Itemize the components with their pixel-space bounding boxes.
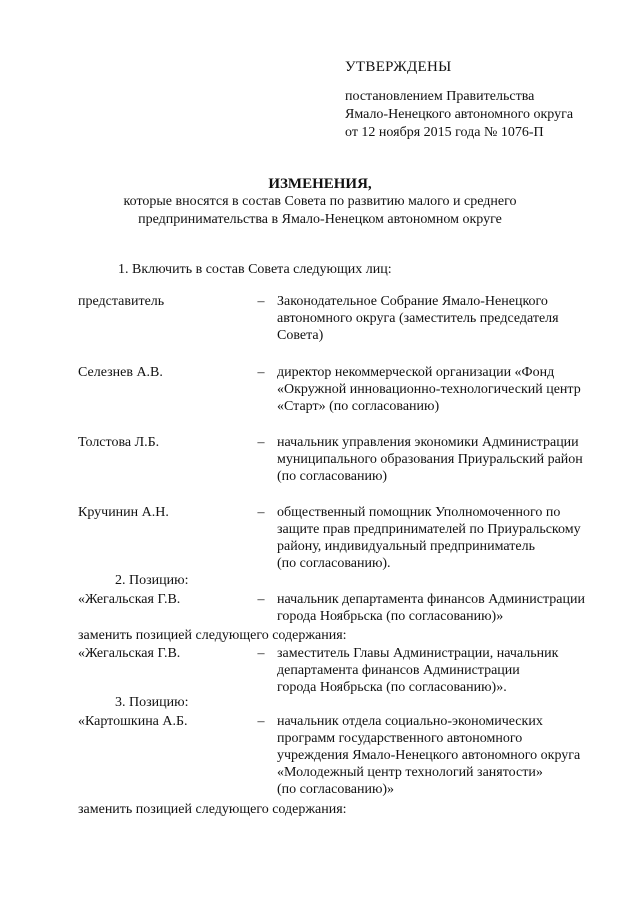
desc-line: начальник отдела социально-экономических bbox=[277, 714, 543, 729]
desc-line: общественный помощник Уполномоченного по bbox=[277, 505, 561, 520]
approval-title: УТВЕРЖДЕНЫ bbox=[345, 59, 452, 75]
approval-line: Ямало-Ненецкого автономного округа bbox=[345, 107, 574, 122]
entry-description bbox=[277, 713, 622, 798]
desc-line: «Старт» (по согласованию) bbox=[277, 399, 440, 414]
entry-name: представитель bbox=[78, 294, 165, 309]
desc-line: города Ноябрьска (по согласованию)». bbox=[277, 680, 507, 695]
entry-name: Кручинин А.Н. bbox=[78, 505, 169, 520]
approval-line: от 12 ноября 2015 года № 1076-П bbox=[345, 125, 544, 140]
document-title: ИЗМЕНЕНИЯ, bbox=[268, 176, 372, 192]
entry-description bbox=[277, 645, 622, 696]
entry-dash: – bbox=[257, 714, 265, 729]
entry-name: Селезнев А.В. bbox=[78, 365, 163, 380]
entry-dash: – bbox=[257, 505, 265, 520]
desc-line: Совета) bbox=[277, 328, 324, 343]
desc-line: Законодательное Собрание Ямало-Ненецкого bbox=[277, 294, 548, 309]
entry-description bbox=[277, 364, 622, 415]
entry-name: Толстова Л.Б. bbox=[78, 435, 160, 450]
entry-description bbox=[277, 504, 622, 572]
subtitle-line: которые вносятся в состав Совета по развитию малого и среднего bbox=[123, 194, 517, 209]
subtitle-line: предпринимательства в Ямало-Ненецком автономном округе bbox=[138, 212, 502, 227]
desc-line: автономного округа (заместитель председателя bbox=[277, 311, 559, 326]
entry-description bbox=[277, 293, 622, 344]
approval-lines bbox=[345, 88, 625, 142]
section-1-heading: 1. Включить в состав Совета следующих лиц: bbox=[118, 262, 392, 277]
desc-line: начальник управления экономики Администрации bbox=[277, 435, 579, 450]
desc-line: (по согласованию) bbox=[277, 469, 388, 484]
desc-line: муниципального образования Приуральский район bbox=[277, 452, 583, 467]
entry-dash: – bbox=[257, 646, 265, 661]
entry-description bbox=[277, 591, 622, 625]
section-2-heading: 2. Позицию: bbox=[115, 573, 189, 588]
document-subtitle bbox=[60, 193, 580, 229]
desc-line: программ государственного автономного bbox=[277, 731, 523, 746]
desc-line: директор некоммерческой организации «Фонд bbox=[277, 365, 555, 380]
entry-name: «Жегальская Г.В. bbox=[78, 646, 181, 661]
replace-text: заменить позицией следующего содержания: bbox=[78, 628, 347, 643]
entry-description bbox=[277, 434, 622, 485]
replace-text: заменить позицией следующего содержания: bbox=[78, 802, 347, 817]
desc-line: заместитель Главы Администрации, начальник bbox=[277, 646, 559, 661]
approval-line: постановлением Правительства bbox=[345, 89, 535, 104]
entry-dash: – bbox=[257, 592, 265, 607]
desc-line: департамента финансов Администрации bbox=[277, 663, 520, 678]
desc-line: району, индивидуальный предприниматель bbox=[277, 539, 535, 554]
desc-line: «Окружной инновационно-технологический центр bbox=[277, 382, 581, 397]
desc-line: начальник департамента финансов Администрации bbox=[277, 592, 585, 607]
entry-name: «Картошкина А.Б. bbox=[78, 714, 188, 729]
desc-line: (по согласованию)» bbox=[277, 782, 395, 797]
section-3-heading: 3. Позицию: bbox=[115, 695, 189, 710]
desc-line: защите прав предпринимателей по Приуральскому bbox=[277, 522, 581, 537]
desc-line: учреждения Ямало-Ненецкого автономного округа bbox=[277, 748, 581, 763]
desc-line: (по согласованию). bbox=[277, 556, 391, 571]
entry-dash: – bbox=[257, 435, 265, 450]
entry-dash: – bbox=[257, 294, 265, 309]
desc-line: города Ноябрьска (по согласованию)» bbox=[277, 609, 504, 624]
entry-name: «Жегальская Г.В. bbox=[78, 592, 181, 607]
desc-line: «Молодежный центр технологий занятости» bbox=[277, 765, 543, 780]
entry-dash: – bbox=[257, 365, 265, 380]
